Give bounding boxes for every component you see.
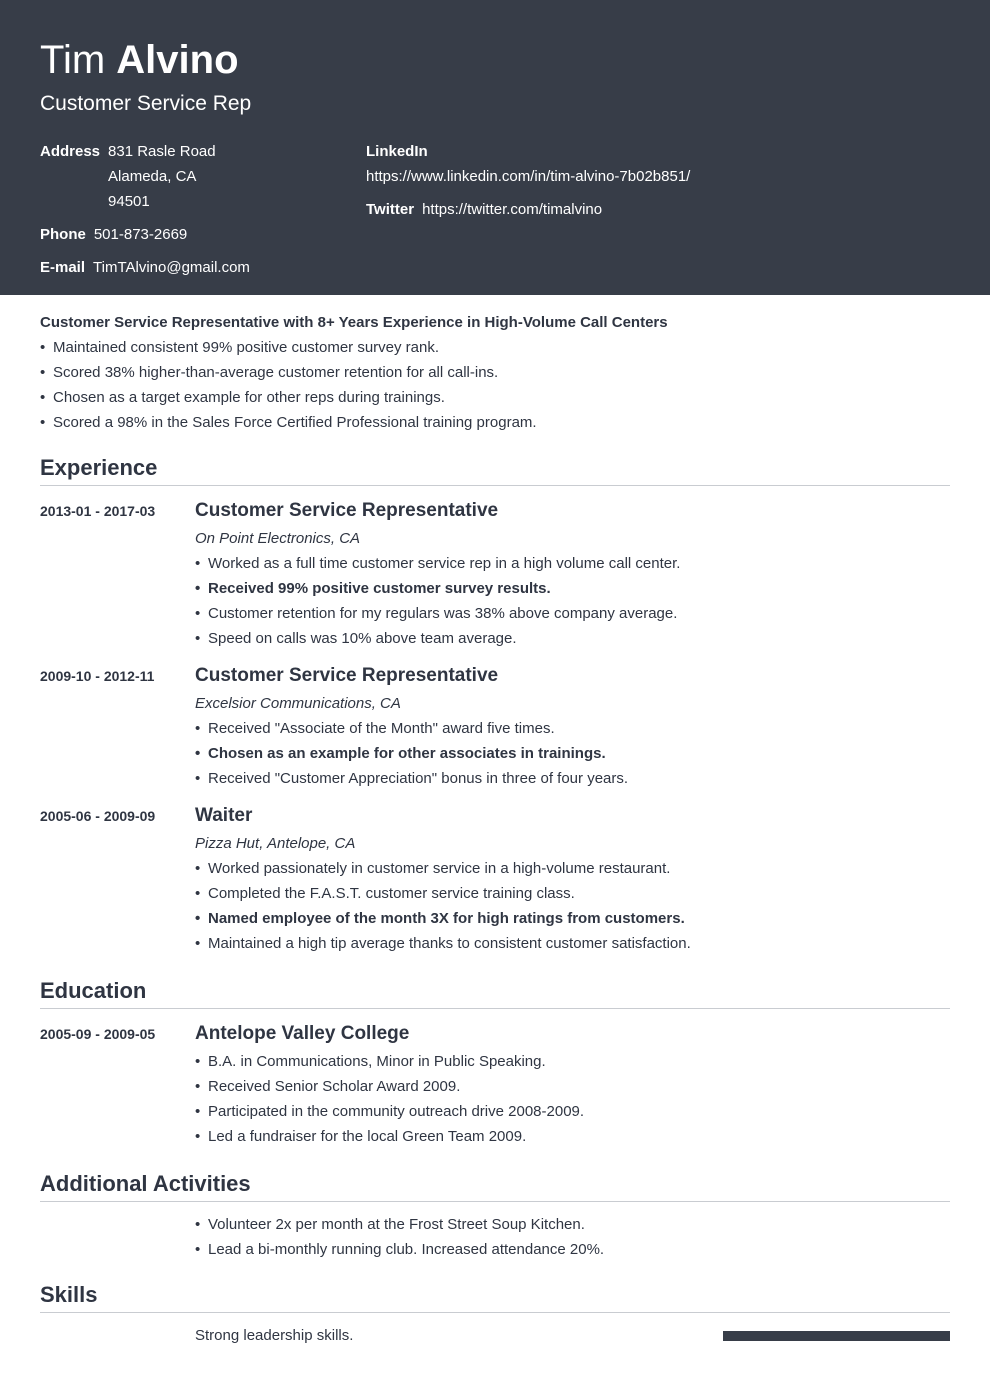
entry-body (195, 1023, 950, 1149)
entry-dates: 2005-06 - 2009-09 (40, 808, 156, 824)
candidate-title: Customer Service Rep (40, 92, 252, 115)
first-name: Tim (40, 38, 106, 82)
entry-role: Customer Service Representative (195, 500, 499, 521)
activities-bullets (195, 1212, 950, 1262)
list-item: • B.A. in Communications, Minor in Public Speaking. (195, 1049, 950, 1074)
phone-value: 501-873-2669 (93, 226, 188, 243)
skill-level-fill (723, 1331, 950, 1341)
twitter-block (366, 197, 602, 222)
email-link[interactable]: TimTAlvino@gmail.com (93, 259, 250, 276)
skill-level-bar (723, 1331, 950, 1341)
education-heading: Education (40, 977, 950, 1009)
list-item: • Volunteer 2x per month at the Frost Street Soup Kitchen. (195, 1212, 950, 1237)
list-item: • Completed the F.A.S.T. customer service training class. (195, 881, 950, 906)
address-lines (108, 139, 216, 214)
activities-heading: Additional Activities (40, 1170, 950, 1202)
list-item: • Participated in the community outreach drive 2008-2009. (195, 1099, 950, 1124)
summary-bullets (40, 335, 950, 435)
entry-body (195, 665, 950, 791)
entry-role: Waiter (195, 805, 253, 826)
summary (40, 310, 950, 435)
last-name: Alvino (116, 38, 239, 82)
list-item: • Scored 38% higher-than-average customer retention for all call-ins. (40, 360, 950, 385)
entry-role: Customer Service Representative (195, 665, 499, 686)
list-item: • Led a fundraiser for the local Green Team 2009. (195, 1124, 950, 1149)
entry-bullets (195, 551, 950, 651)
list-item: • Maintained consistent 99% positive customer survey rank. (40, 335, 950, 360)
entry-bullets (195, 716, 950, 791)
list-item: • Customer retention for my regulars was 38% above company average. (195, 601, 950, 626)
resume-header (0, 0, 990, 295)
entry-dates: 2009-10 - 2012-11 (40, 668, 155, 684)
email-label: E-mail (40, 259, 86, 276)
phone-label: Phone (40, 226, 86, 243)
entry-body (195, 500, 950, 651)
phone-block (40, 222, 187, 247)
candidate-name (40, 36, 239, 84)
address-line-city: Alameda, CA (108, 168, 197, 185)
email-block (40, 255, 250, 280)
entry-organization: Pizza Hut, Antelope, CA (195, 835, 356, 852)
address-line-zip: 94501 (108, 193, 150, 210)
list-item: • Worked as a full time customer service rep in a high volume call center. (195, 551, 950, 576)
entry-bullets (195, 856, 950, 956)
twitter-label: Twitter (366, 201, 415, 218)
address-label: Address (40, 143, 101, 160)
experience-heading: Experience (40, 454, 950, 486)
entry-organization: Excelsior Communications, CA (195, 695, 401, 712)
list-item: • Worked passionately in customer service in a high-volume restaurant. (195, 856, 950, 881)
entry-bullets (195, 1049, 950, 1149)
list-item: • Received "Associate of the Month" award five times. (195, 716, 950, 741)
address-line-street: 831 Rasle Road (108, 143, 216, 160)
list-item: • Received 99% positive customer survey results. (195, 576, 950, 601)
entry-body (195, 805, 950, 956)
list-item: • Chosen as an example for other associates in trainings. (195, 741, 950, 766)
twitter-link[interactable]: https://twitter.com/timalvino (422, 201, 603, 218)
address-block (40, 139, 216, 214)
list-item: • Received "Customer Appreciation" bonus in three of four years. (195, 766, 950, 791)
entry-dates: 2005-09 - 2009-05 (40, 1026, 156, 1042)
linkedin-block (366, 139, 690, 189)
list-item: • Lead a bi-monthly running club. Increased attendance 20%. (195, 1237, 950, 1262)
list-item: • Maintained a high tip average thanks to consistent customer satisfaction. (195, 931, 950, 956)
summary-headline: Customer Service Representative with 8+ Years Experience in High-Volume Call Centers (40, 314, 668, 331)
school-name: Antelope Valley College (195, 1023, 410, 1044)
skill-row (195, 1325, 950, 1347)
linkedin-link[interactable]: https://www.linkedin.com/in/tim-alvino-7b02b851/ (366, 168, 691, 185)
list-item: • Named employee of the month 3X for high ratings from customers. (195, 906, 950, 931)
entry-body (195, 1212, 950, 1262)
linkedin-label: LinkedIn (366, 143, 428, 160)
entry-dates: 2013-01 - 2017-03 (40, 503, 156, 519)
skills-heading: Skills (40, 1281, 950, 1313)
list-item: • Speed on calls was 10% above team average. (195, 626, 950, 651)
list-item: • Received Senior Scholar Award 2009. (195, 1074, 950, 1099)
entry-organization: On Point Electronics, CA (195, 530, 361, 547)
list-item: • Chosen as a target example for other reps during trainings. (40, 385, 950, 410)
list-item: • Scored a 98% in the Sales Force Certified Professional training program. (40, 410, 950, 435)
skill-name: Strong leadership skills. (195, 1327, 354, 1344)
